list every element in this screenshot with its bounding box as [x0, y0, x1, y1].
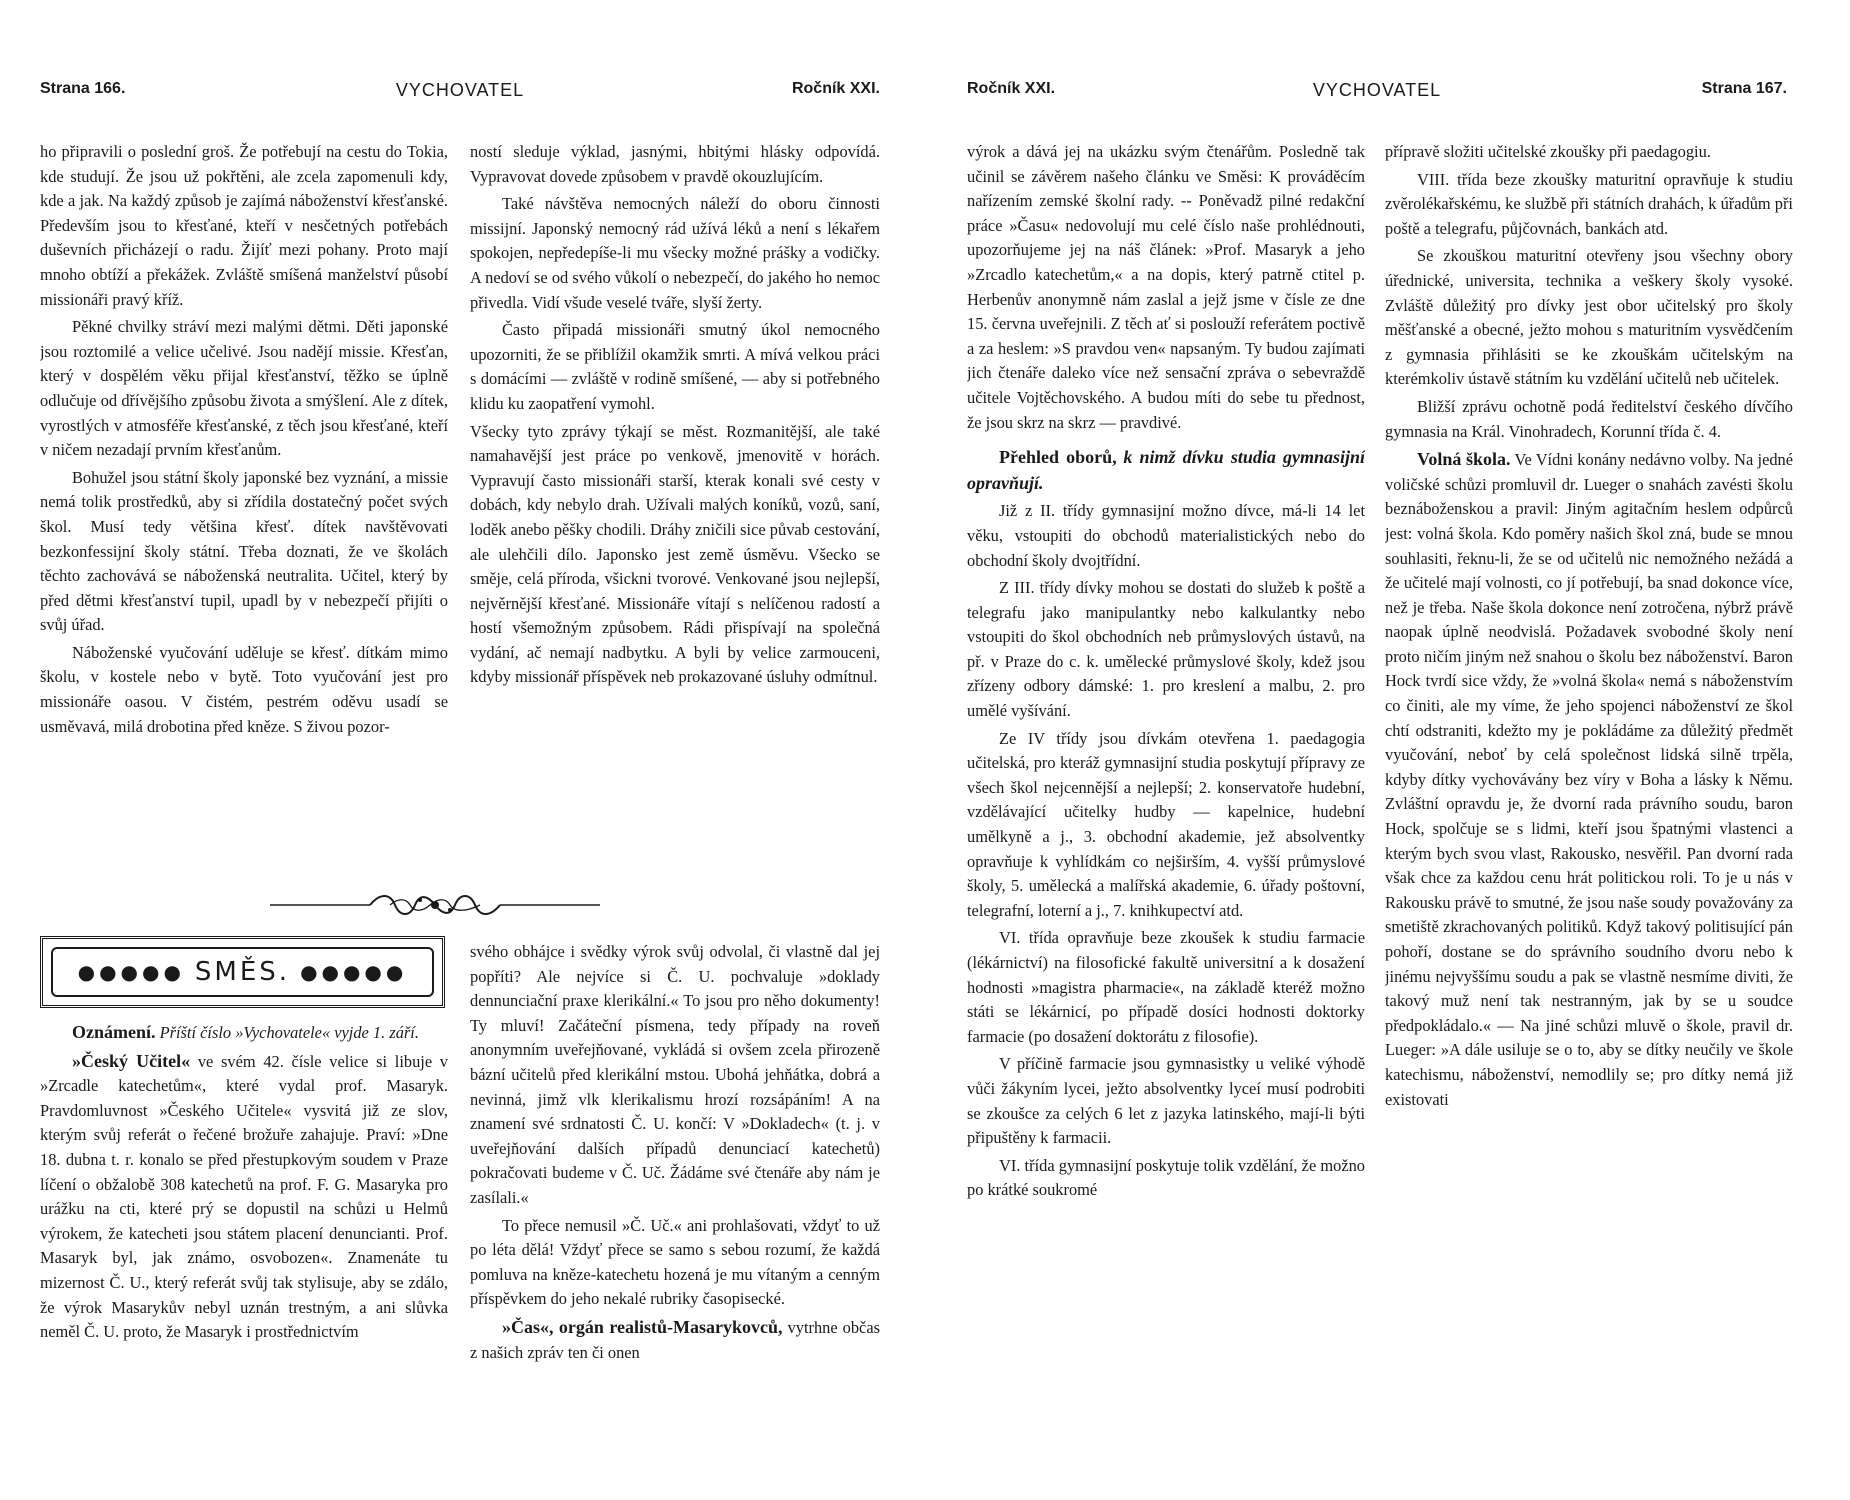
- left-column-2: [470, 140, 880, 880]
- section-heading-bold: Přehled oborů,: [999, 447, 1117, 468]
- paragraph: [1385, 447, 1793, 1112]
- article-text: ve svém 42. čísle velice si libuje v »Zrcadle katechetům«, které vydal prof. Masaryk. Pravdomluvnost »Českého Učitele« vysvitá již ze slov, kterým svůj referát o řečené brožuře zahajuje. Praví: »Dne 18. dubna t. r. konalo se před přestupkovým soudem v Praze líčení o obžalobě 308 katechetů na prof. F. G. Masaryka pro urážku na cti, které prý se dopustil na schůzi u Helmů výrokem, že katecheti jsou státem placení denuncianti. Prof. Masaryk byl, jak známo, osvobozen«. Znamenáte tu mizernost Č. U., který referát svůj tak stylisuje, aby se zdálo, že výrok Masarykův nebyl uznán trestným, a ani slůvka neměl Č. U. proto, že Masaryk i prostřednictvím: [40, 1051, 448, 1342]
- section-banner-inner: [51, 947, 434, 997]
- paragraph: Náboženské vyučování uděluje se křesť. dítkám mimo školu, v kostele nebo v bytě. Toto vyučování jest pro missionáře oasou. V čistém, pestrém oděvu usadí se usměvavá, milá drobotina před kněze. S živou pozor-: [40, 642, 448, 736]
- paragraph: VIII. třída beze zkoušky maturitní opravňuje k studiu zvěrolékařskému, ke službě při státních drahách, k úřadům při poště a telegrafu, půjčovnách, bankách atd.: [1385, 169, 1793, 238]
- journal-title: VYCHOVATEL: [1312, 80, 1442, 100]
- paragraph: VI. třída opravňuje beze zkoušek k studiu farmacie (lékárnictví) na filosofické fakultě universitní a k dosažení hodnosti »magistra pharmacie«, na základě kteréž možno státi se lékárnicí, po případě dosíci hodnosti doktorky farmacie (po dosažení doktorátu z filosofie).: [967, 928, 1365, 1046]
- paragraph: Všecky tyto zprávy týkají se měst. Rozmanitější, ale také namahavější jest práce po venkově, jmenovitě v horách. Vypravují často missionáři starší, kterak konali své cesty v dobách, kdy nebylo drah. Užívali malých koníků, vozů, saní, loděk anebo pěšky chodili. Dráhy zničili sice půvab cestování, ale ulehčili dílo. Japonsko jest země úsměvu. Všecko se směje, celá příroda, všickni tvorové. Venkované jsou nejlepší, nejvěrnější křesťané. Missionáře vítají s nelíčenou radostí a hostí všemožným způsobem. Rádi přispívají na společná vydání, ač nemají nadbytku. A byli by velice zarmouceni, kdyby missionář příspěvek neb prokazované úsluhy odmítnul.: [470, 421, 880, 687]
- page-number: Strana 166.: [40, 80, 126, 97]
- dots-ornament-icon: ●●●●●: [77, 960, 185, 984]
- section-heading-italic: k nimž dívku studia gymnasijní opravňují.: [967, 447, 1365, 493]
- article-text: Ve Vídni konány nedávno volby. Na jedné voličské schůzi promluvil dr. Lueger o snahách zavésti školu beznáboženskou a pravil: Jiným agitačním heslem odpůrců jest: volná škola. Kdo poměry našich škol zná, bude se mnou souhlasiti, řeknu-li, že se od učitelů nic nemožného nežádá a že učitelé mají volnosti, co jí potřebují, ba snad dokonce více, než je třeba. Naše škola dokonce není zotročena, nýbrž právě naopak úplně neodvislá. Požadavek svobodné školy není proto ničím jiným než snahou o školu bez náboženství. Baron Hock tvrdí sice vždy, že »volná škola« nemá s náboženstvím co činiti, ale my víme, že jeho spojenci náboženství ze škol chtí odstraniti, kdežto my je pokládáme za důležitý předmět vyučování, neboť by celá společnost lidská silně trpěla, kdyby dítky vychovávány bez víry v Boha a lásky k Němu. Zvláštní opravdu je, že dvorní rada právního soudu, baron Hock, spolčuje se s lidmi, kteří jsou špatnými vlastenci a kterým bych svou vlast, Rakousko, nesvěřil. Pan dvorní rada však chce za každou cenu hrát politickou roli. To je u nás v Rakousku právě to smutné, že jsou naše soudy považovány za smetiště zkrachovaných politiků. Když takový politisující pán pohoří, dostane se do správního soudního dvoru nebo k jinému nejvyššímu soudu a pak se vlastně nesmíme diviti, že takový muž není tak nestranným, jak by se u soudce předpokládalo.« — Na jiné schůzi mluvě o škole, pravil dr. Lueger: »A dále usiluje se o to, aby se dítky neučily ve škole katechismu, náboženství, nemodlily se; pro dítky nemá již existovati: [1385, 450, 1793, 1109]
- journal-title: VYCHOVATEL: [395, 80, 525, 100]
- left-column-4: [470, 940, 880, 1470]
- paragraph: přípravě složiti učitelské zkoušky při paedagogiu.: [1385, 142, 1711, 161]
- left-column-1: [40, 140, 448, 880]
- announcement: [40, 1020, 448, 1046]
- article-heading: Volná škola.: [1417, 449, 1511, 470]
- right-column-2: [1385, 140, 1793, 1470]
- section-title: SMĚS.: [194, 957, 291, 987]
- paragraph: Bohužel jsou státní školy japonské bez vyznání, a missie nemá tolik prostředků, aby si zřídila dostatečný počet svých škol. Musí tedy většina křesť. dítek navštěvovati bezkonfessijní školy státní. Třeba doznati, že ve školách těchto zachovává se náboženská neutralita. Učitel, který by před dětmi křesťanství tupil, upadl by v nebezpečí přijíti o svůj úřad.: [40, 467, 448, 635]
- volume-label: Ročník XXI.: [791, 80, 880, 97]
- paragraph: výrok a dává jej na ukázku svým čtenářům. Posledně tak učinil se závěrem našeho článku ve Směsi: K prováděcím nařízením zemské školní rady. -- Poněvadž pilné redakční práce »Času« nedovolují mu celé číslo naše prohlédnouti, upozorňujeme jej na náš článek: »Prof. Masaryk a jeho »Zrcadlo katechetům,« a na dopis, který patrně ctitel p. Herbenův anonymně nám zaslal a jejž jsme v čísle ze dne 15. června uveřejnili. Z těch ať si poslouží referátem poctivě a za heslem: »S pravdou ven« napsaným. Ty budou zajímati jich čtenáře daleko více než sensační zpráva o sebevraždě učitele Vojtěchovského. A budou míti do sebe tu přednost, že jsou skrz na skrz — pravdivé.: [967, 142, 1365, 432]
- right-page-header: [967, 80, 1787, 104]
- ornament-divider-icon: [270, 888, 600, 922]
- article-heading: »Český Učitel«: [72, 1050, 191, 1071]
- right-page: [925, 0, 1850, 1500]
- paragraph: Již z II. třídy gymnasijní možno dívce, má-li 14 let věku, vstoupiti do obchodů materialistických nebo do obchodní školy dvojtřídní.: [967, 501, 1365, 570]
- article-heading: »Čas«, orgán realistů-Masarykovců,: [502, 1316, 783, 1337]
- section-banner: [40, 936, 445, 1008]
- paragraph: Bližší zprávu ochotně podá ředitelství českého dívčího gymnasia na Král. Vinohradech, Korunní třída č. 4.: [1385, 396, 1793, 441]
- announcement-text: Příští číslo »Vychovatele« vyjde 1. září.: [159, 1023, 419, 1042]
- left-column-3: [40, 1020, 448, 1470]
- paragraph: Často připadá missionáři smutný úkol nemocného upozorniti, že se přiblížil okamžik smrti. A mívá velkou práci s domácími — zvláště v rodině smíšené, — aby si potřebného klidu ku zaopatření vymohl.: [470, 320, 880, 413]
- dots-ornament-icon: ●●●●●: [300, 960, 408, 984]
- paragraph: [40, 1049, 448, 1345]
- volume-label: Ročník XXI.: [967, 80, 1056, 97]
- paragraph: Z III. třídy dívky mohou se dostati do služeb k poště a telegrafu jako manipulantky nebo kalkulantky nebo vstoupiti do škol obchodních neb průmyslových ústavů, na př. v Praze do c. k. umělecké průmyslové školy, kdež jsou zřízeny odbory dámské: 1. pro kreslení a malbu, 2. pro umělé vyšívání.: [967, 578, 1365, 721]
- paragraph: ností sleduje výklad, jasnými, hbitými hlásky odpovídá. Vypravovat dovede způsobem v pravdě okouzlujícím.: [470, 142, 880, 186]
- paragraph: ho připravili o poslední groš. Že potřebují na cestu do Tokia, kde studují. Že jsou už pokřtěni, ale zcela zapomenuli kdy, kde a jak. Na každý způsob je zajímá náboženství křesťanské. Především jsou to křesťané, kteří v nesčetných potřebách duševních přicházejí o radu. Žijíť mezi pohany. Proto mají mnoho obtíží a překážek. Zvláště smíšená manželství působí missionáři pravý kříž.: [40, 142, 448, 309]
- page-number: Strana 167.: [1701, 80, 1787, 97]
- paragraph: Ze IV třídy jsou dívkám otevřena 1. paedagogia učitelská, pro kteráž gymnasijní studia poskytují přípravy ze všech škol nejcennější a nejlepší; 2. konservatoře hudební, vzdělávající učitelky hudby — kapelnice, hudební umělkyně a j., 3. obchodní akademie, jež absolventky opravňuje k vyhlídkám co nejširším, 4. vyšší průmyslové školy, 5. umělecká a malířská akademie, 6. úřady poštovní, telegrafní, loterní a j., 7. knihkupectví atd.: [967, 728, 1365, 920]
- paragraph: [470, 1315, 880, 1365]
- paragraph: Pěkné chvilky stráví mezi malými dětmi. Děti japonské jsou roztomilé a velice učelivé. Jsou nadějí missie. Křesťan, který v dospělém věku přijal křesťanství, těžko se úplně odlučuje od dřívějšího způsobu života a smýšlení. Ale z dítek, vyrostlých v atmosféře křesťanské, z těch jsou křesťané, kteří v ničem nezadají prvním křesťanům.: [40, 317, 448, 460]
- paragraph: Také návštěva nemocných náleží do oboru činnosti missijní. Japonský nemocný rád užívá léků a není s lékařem spokojen, nepředepíše-li mu všecky možné prášky a vodičky. A nedoví se od svého vůkolí o nebezpečí, do jakého ho nemoc přivedla. Vidí všude veselé tváře, slyší žerty.: [470, 194, 880, 312]
- paragraph: Se zkouškou maturitní otevřeny jsou všechny obory úřednické, universita, technika a veškery školy vysoké. Zvláště důležitý pro dívky jest obor učitelský pro školy měšťanské a obecné, ježto mohou s maturitním vysvědčením z gymnasia přihlásiti se ke zkouškám učitelským na kterémkoliv ústavě státním ku vzdělání učitelů neb učitelek.: [1385, 246, 1793, 389]
- paragraph: svého obhájce i svědky výrok svůj odvolal, či vlastně dal jej popříti? Ale nejvíce si Č. U. pochvaluje »doklady dennunciační praxe klerikální.« To jsou pro něho dokumenty! Ty mluví! Začáteční písmena, tedy případy na roveň anonymním uveřejňované, vykládá si ovšem zcela přirozeně bázní učitelů před klerikální mstou. Ubohá jehňátka, dobrá a nevinná, jimž vlk klerikalismu hrozí rozsápáním! A na znamení své srdnatosti Č. U. končí: V »Dokladech« (t. j. v uveřejňování dalších případů denunciací katechetů) pokračovati budeme v Č. Uč. Žádáme své čtenáře aby nám je zasílali.«: [470, 942, 880, 1207]
- announcement-heading: Oznámení.: [72, 1022, 156, 1042]
- paragraph: V příčině farmacie jsou gymnasistky u veliké výhodě vůči žákyním lycei, ježto absolventky lyceí musí podrobiti se zkoušce za celých 6 let z jazyka latinského, mají-li býti připuštěny k farmacii.: [967, 1054, 1365, 1148]
- left-page-header: [40, 80, 880, 104]
- section-heading: [967, 445, 1365, 496]
- right-column-1: [967, 140, 1365, 1470]
- article-text: vytrhne občas z našich zpráv ten či onen: [470, 1317, 880, 1362]
- paragraph: VI. třída gymnasijní poskytuje tolik vzdělání, že možno po krátké soukromé: [967, 1155, 1365, 1200]
- paragraph: To přece nemusil »Č. Uč.« ani prohlašovati, vždyť to už po léta dělá! Vždyť přece se samo s sebou rozumí, že každá pomluva na kněze-katechetu hozená je mu vítaným a cenným příspěvkem do jeho nekalé rubriky časopisecké.: [470, 1215, 880, 1309]
